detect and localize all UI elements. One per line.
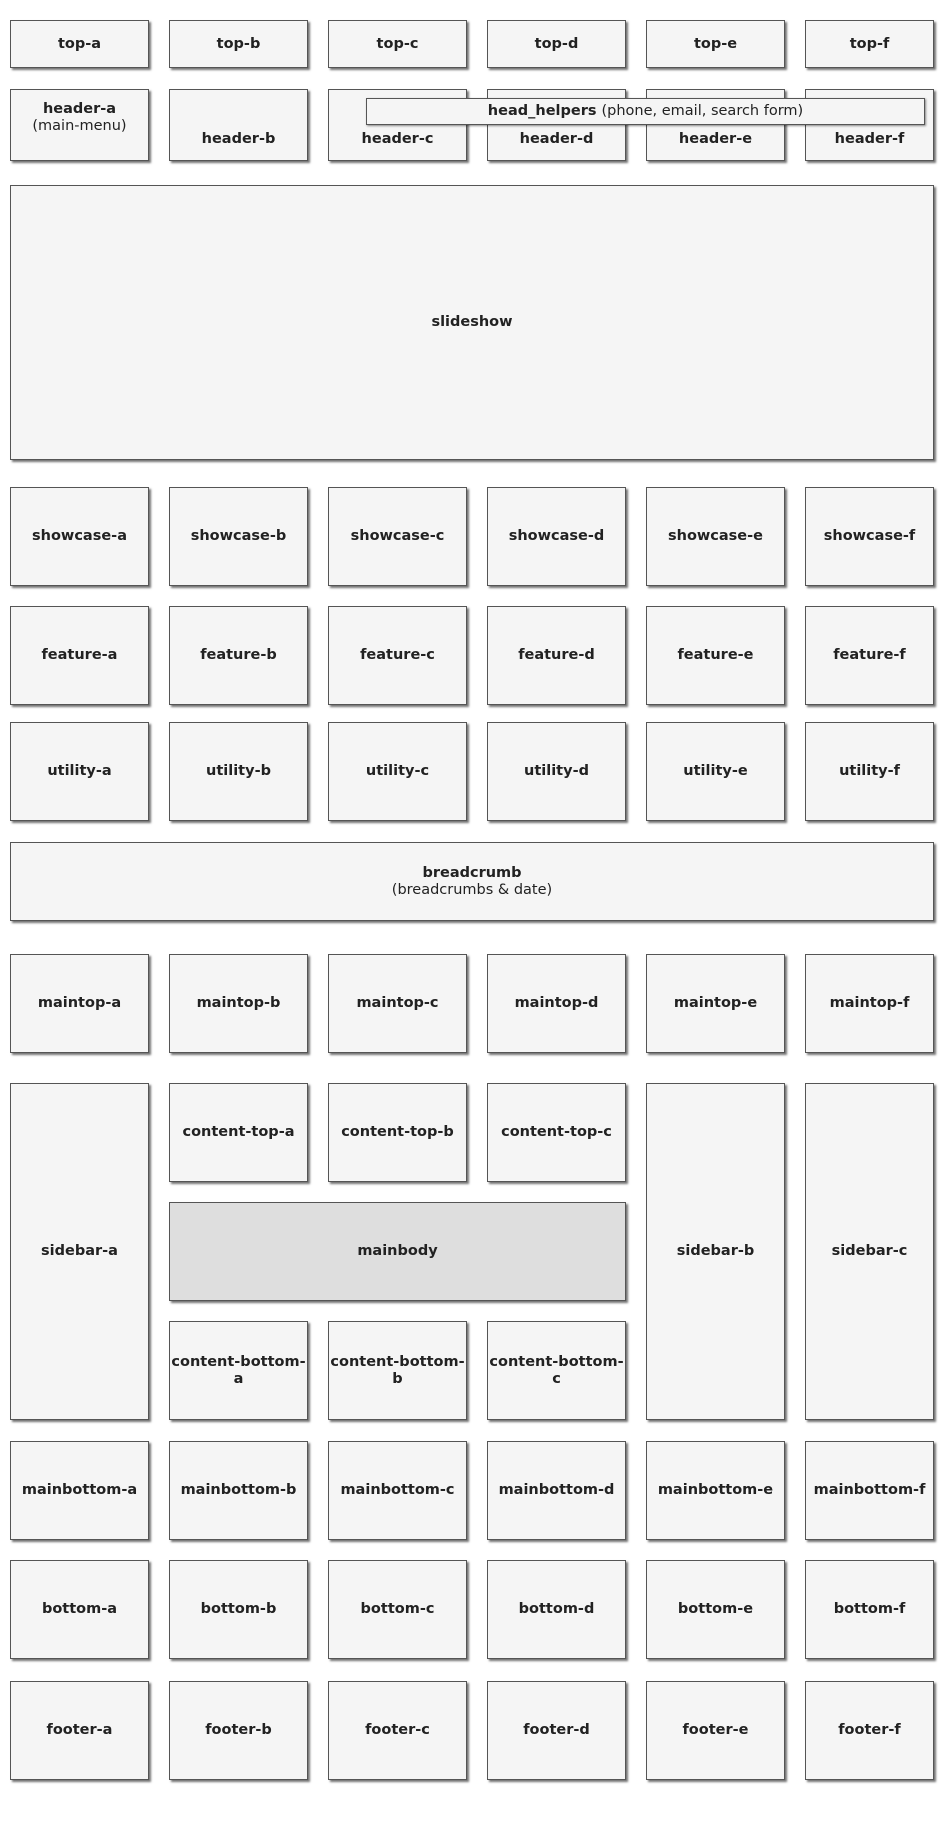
position-label: showcase-f [823,528,916,544]
position-label: feature-a [41,647,118,663]
position-mainbody [169,1202,626,1301]
position-label: mainbottom-f [813,1482,926,1498]
position-label: showcase-e [667,528,763,544]
position-label: utility-d [524,763,589,779]
position-label: content-bottom-b [330,1353,465,1387]
position-label: footer-e [682,1722,749,1738]
position-footer-c [328,1681,467,1780]
position-content-bottom-b [328,1321,467,1420]
position-feature-a [10,606,149,705]
position-label: content-bottom-c [489,1353,624,1387]
position-label: feature-e [677,647,754,663]
position-mainbottom-c [328,1441,467,1540]
position-bottom-a [10,1560,149,1659]
position-label: header-f [834,131,905,147]
position-maintop-b [169,954,308,1053]
position-label: mainbottom-e [657,1482,774,1498]
position-label: mainbody [357,1243,438,1259]
position-label: content-top-a [182,1124,295,1140]
position-sidebar-b [646,1083,785,1420]
position-footer-e [646,1681,785,1780]
position-label: sidebar-a [41,1243,118,1259]
position-maintop-d [487,954,626,1053]
position-top-b [169,20,308,68]
position-label: utility-c [365,763,430,779]
position-label: utility-a [47,763,112,779]
position-header-a [10,89,149,161]
position-showcase-b [169,487,308,586]
position-label: maintop-c [356,995,439,1011]
position-label: bottom-c [360,1601,435,1617]
position-label: top-b [216,35,261,52]
position-showcase-a [10,487,149,586]
position-label: maintop-d [514,995,599,1011]
position-label: breadcrumb [422,864,522,881]
position-content-top-b [328,1083,467,1182]
position-utility-a [10,722,149,821]
position-label: feature-f [833,647,906,663]
position-label: header-c [361,131,434,147]
position-bottom-f [805,1560,934,1659]
position-label: showcase-c [350,528,445,544]
position-label: bottom-e [677,1601,754,1617]
position-utility-c [328,722,467,821]
position-showcase-d [487,487,626,586]
position-label: maintop-e [673,995,758,1011]
position-maintop-e [646,954,785,1053]
position-label: mainbottom-a [21,1482,138,1498]
position-content-top-c [487,1083,626,1182]
position-label: footer-d [523,1722,590,1738]
position-label: footer-f [838,1722,901,1738]
position-top-c [328,20,467,68]
position-sidebar-a [10,1083,149,1420]
position-utility-e [646,722,785,821]
position-label: showcase-b [190,528,287,544]
position-header-b [169,89,308,161]
position-showcase-f [805,487,934,586]
position-label: header-b [201,131,276,147]
position-description: (breadcrumbs & date) [391,881,553,898]
position-label: footer-c [365,1722,430,1738]
position-bottom-d [487,1560,626,1659]
position-label: top-f [849,35,890,52]
position-label: footer-b [205,1722,272,1738]
position-label: content-top-c [501,1124,612,1140]
position-label: header-a [42,101,117,117]
position-label: slideshow [431,314,513,330]
position-label: feature-b [200,647,277,663]
position-mainbottom-f [805,1441,934,1540]
position-label: maintop-b [196,995,281,1011]
position-footer-d [487,1681,626,1780]
position-label: showcase-d [508,528,605,544]
position-maintop-f [805,954,934,1053]
position-label: content-top-b [341,1124,454,1140]
position-label: head_helpers [487,103,597,119]
position-showcase-c [328,487,467,586]
position-top-f [805,20,934,68]
position-label: header-e [678,131,753,147]
position-label: mainbottom-c [340,1482,455,1498]
position-content-bottom-a [169,1321,308,1420]
position-utility-d [487,722,626,821]
position-content-top-a [169,1083,308,1182]
position-content-bottom-c [487,1321,626,1420]
position-footer-f [805,1681,934,1780]
position-label: maintop-a [37,995,122,1011]
position-label: utility-f [839,763,900,779]
position-slideshow [10,185,934,460]
position-footer-a [10,1681,149,1780]
position-label: bottom-b [200,1601,277,1617]
position-label: sidebar-c [831,1243,908,1259]
position-utility-b [169,722,308,821]
position-label: mainbottom-d [498,1482,615,1498]
position-label: feature-d [518,647,595,663]
position-feature-f [805,606,934,705]
position-breadcrumb [10,842,934,921]
position-label: mainbottom-b [180,1482,297,1498]
position-head-helpers [366,98,925,125]
position-top-d [487,20,626,68]
position-label: maintop-f [829,995,910,1011]
position-label: bottom-d [518,1601,595,1617]
position-utility-f [805,722,934,821]
position-feature-c [328,606,467,705]
position-description: (phone, email, search form) [601,103,804,119]
position-maintop-a [10,954,149,1053]
position-feature-d [487,606,626,705]
position-label: top-d [534,35,579,52]
position-footer-b [169,1681,308,1780]
position-label: top-a [57,35,102,52]
position-top-e [646,20,785,68]
position-label: header-d [519,131,594,147]
position-mainbottom-d [487,1441,626,1540]
position-label: top-e [693,35,738,52]
position-mainbottom-a [10,1441,149,1540]
position-label: utility-b [206,763,271,779]
position-showcase-e [646,487,785,586]
position-label: feature-c [360,647,435,663]
position-feature-b [169,606,308,705]
position-bottom-e [646,1560,785,1659]
position-label: content-bottom-a [171,1353,306,1387]
position-label: showcase-a [32,528,127,544]
position-bottom-c [328,1560,467,1659]
position-bottom-b [169,1560,308,1659]
position-top-a [10,20,149,68]
position-label: bottom-f [833,1601,906,1617]
position-label: top-c [376,35,419,52]
position-feature-e [646,606,785,705]
position-mainbottom-b [169,1441,308,1540]
position-mainbottom-e [646,1441,785,1540]
position-sidebar-c [805,1083,934,1420]
position-description: (main-menu) [32,118,127,134]
position-label: footer-a [46,1722,113,1738]
position-label: utility-e [683,763,748,779]
position-maintop-c [328,954,467,1053]
position-label: bottom-a [41,1601,118,1617]
position-label: sidebar-b [676,1243,755,1259]
